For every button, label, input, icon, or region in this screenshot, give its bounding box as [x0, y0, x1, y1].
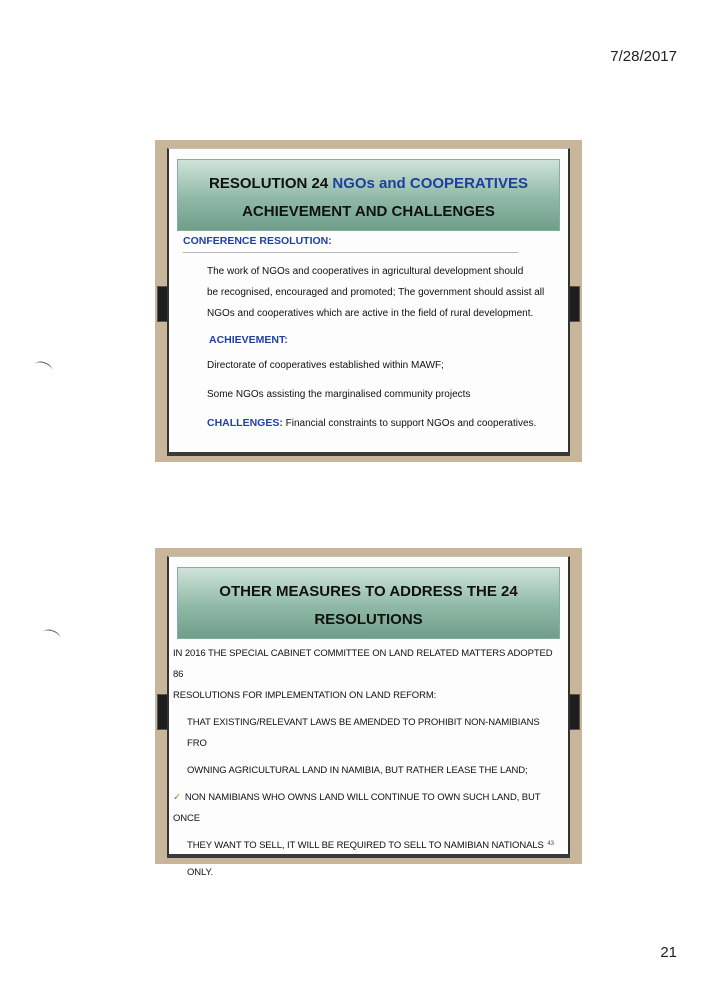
slide-resolution-24 [155, 140, 582, 462]
bullet-item: ✓ NON NAMIBIANS WHO OWNS LAND WILL CONTINUE TO OWN SUCH LAND, BUT ONCE THEY WANT TO SELL, IT WILL BE REQUIRED TO SELL TO NAMIBIAN NATIONALS ONLY. [173, 792, 544, 878]
slide-other-measures [155, 548, 582, 878]
page-date: 7/28/2017 [610, 48, 677, 65]
challenges-heading: CHALLENGES: [207, 417, 283, 429]
slide-title-box [177, 567, 560, 639]
conference-resolution-heading: CONFERENCE RESOLUTION: [183, 235, 332, 247]
margin-mark [33, 359, 54, 375]
slide-title-line1: OTHER MEASURES TO ADDRESS THE 24 [219, 583, 518, 600]
slide-title-box [177, 159, 560, 231]
slide-title-line2: ACHIEVEMENT AND CHALLENGES [242, 203, 495, 220]
slide-bottom-bar [167, 854, 570, 858]
achievement-heading: ACHIEVEMENT: [209, 334, 288, 346]
resolution-text: The work of NGOs and cooperatives in agricultural development should be recognised, encouraged and promoted; The government should assist all NGOs and cooperatives which are active in the field of rural development. [207, 266, 545, 319]
checkmark-icon: ✓ [173, 792, 181, 803]
intro-line: IN 2016 THE SPECIAL CABINET COMMITTEE ON LAND RELATED MATTERS ADOPTED 86 [173, 648, 553, 680]
slide-number: 43 [547, 841, 554, 847]
page-number: 21 [660, 944, 677, 961]
slide-bottom-bar [167, 452, 570, 456]
achievement-item: Some NGOs assisting the marginalised community projects [207, 389, 471, 400]
intro-line: RESOLUTIONS FOR IMPLEMENTATION ON LAND REFORM: [173, 690, 437, 701]
challenges-text: Financial constraints to support NGOs and cooperatives. [285, 418, 537, 429]
margin-mark [41, 627, 62, 643]
bullet-item: THAT EXISTING/RELEVANT LAWS BE AMENDED TO PROHIBIT NON-NAMIBIANS FRO OWNING AGRICULTURAL LAND IN NAMIBIA, BUT RATHER LEASE THE LAND; [187, 717, 540, 776]
slide-title-line2: RESOLUTIONS [314, 611, 423, 628]
slide-title-line1: RESOLUTION 24 NGOs and COOPERATIVES [209, 175, 528, 192]
challenges-line [183, 413, 558, 434]
achievement-item: Directorate of cooperatives established within MAWF; [207, 360, 444, 371]
